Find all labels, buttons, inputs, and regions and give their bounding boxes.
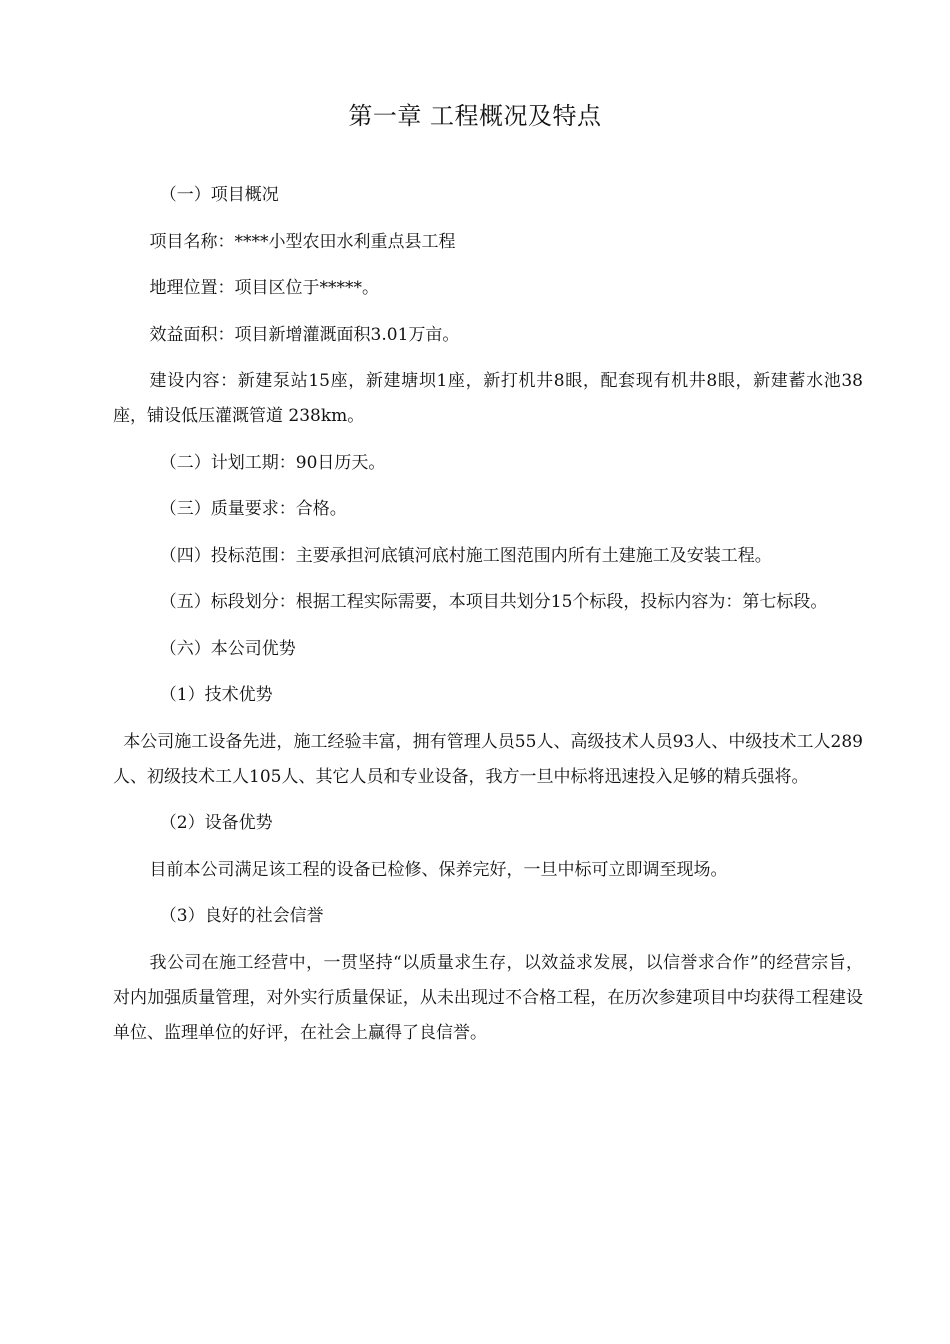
technical-advantage-paragraph: 本公司施工设备先进，施工经验丰富，拥有管理人员55人、高级技术人员93人、中级技术工人289人、初级技术工人105人、其它人员和专业设备，我方一旦中标将迅速投入足够的精兵强将。 (113, 731, 863, 787)
technical-advantage-heading: （1）技术优势 (159, 685, 273, 705)
benefit-area-line: 效益面积：项目新增灌溉面积3.01万亩。 (149, 324, 460, 345)
construction-content-paragraph: 建设内容：新建泵站15座，新建塘坝1座，新打机井8眼，配套现有机井8眼，新建蓄水池38座，铺设低压灌溉管道 238km。 (113, 371, 863, 426)
bidding-scope-line: （四）投标范围：主要承担河底镇河底村施工图范围内所有土建施工及安装工程。 (159, 545, 772, 566)
chapter-title: 第一章 工程概况及特点 (348, 102, 602, 130)
section-heading-project-overview: （一）项目概况 (159, 185, 279, 205)
document-body (113, 178, 863, 1062)
quality-requirement-line: （三）质量要求：合格。 (159, 499, 347, 519)
equipment-advantage-heading: （2）设备优势 (159, 813, 273, 833)
location-line: 地理位置：项目区位于*****。 (149, 278, 380, 298)
project-name-line: 项目名称：****小型农田水利重点县工程 (149, 231, 456, 252)
equipment-advantage-paragraph: 目前本公司满足该工程的设备已检修、保养完好，一旦中标可立即调至现场。 (149, 859, 728, 880)
reputation-heading: （3）良好的社会信誉 (159, 906, 324, 926)
company-advantages-heading: （六）本公司优势 (159, 638, 296, 659)
reputation-paragraph: 我公司在施工经营中，一贯坚持“以质量求生存，以效益求发展，以信誉求合作”的经营宗旨，对内加强质量管理，对外实行质量保证，从未出现过不合格工程，在历次参建项目中均获得工程建设单位、监理单位的好评，在社会上赢得了良信誉。 (113, 952, 863, 1043)
section-division-paragraph: （五）标段划分：根据工程实际需要，本项目共划分15个标段，投标内容为：第七标段。 (159, 592, 828, 612)
schedule-line: （二）计划工期：90日历天。 (159, 452, 386, 473)
